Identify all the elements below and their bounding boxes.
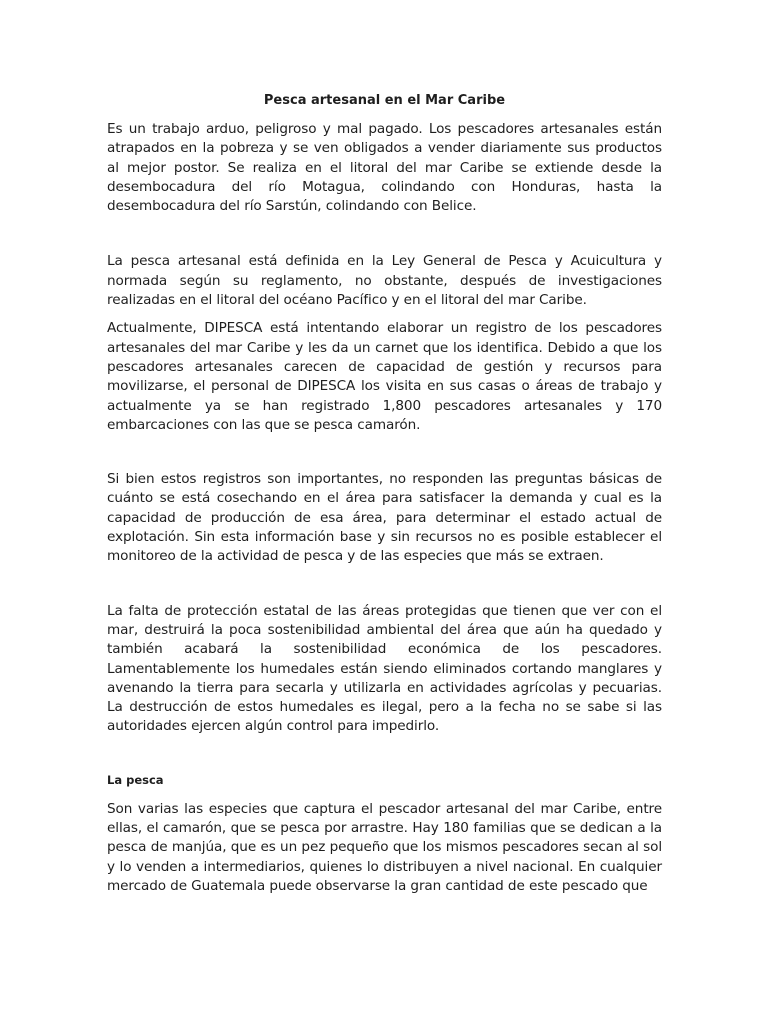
spacer: [107, 435, 662, 470]
paragraph-intro: Es un trabajo arduo, peligroso y mal pagado. Los pescadores artesanales están atrapados en la pobreza y se ven obligados a vender diariamente sus productos al mejor postor. Se realiza en el litoral del mar Caribe se extiende desde la desembocadura del río Motagua, colindando con Honduras, hasta la desembocadura del río Sarstún, colindando con Belice.: [107, 121, 662, 215]
paragraph-especies: Son varias las especies que captura el pescador artesanal del mar Caribe, entre ellas, el camarón, que se pesca por arrastre. Hay 180 familias que se dedican a la pesca de manjúa, que es un pez pequeño que los mismos pescadores secan al sol y lo venden a intermediarios, quienes lo distribuyen a nivel nacional. En cualquier mercado de Guatemala puede observarse la gran cantidad de este pescado que: [107, 800, 662, 894]
paragraph-registros: Si bien estos registros son importantes, no responden las preguntas básicas de cuánto se está cosechando en el área para satisfacer la demanda y cual es la capacidad de producción de esa área, para determinar el estado actual de explotación. Sin esta información base y sin recursos no es posible establecer el monitoreo de la actividad de pesca y de las especies que más se extraen.: [107, 471, 662, 565]
spacer: [107, 567, 662, 602]
document-title: Pesca artesanal en el Mar Caribe: [263, 93, 506, 108]
spacer: [107, 737, 662, 772]
section-heading-la-pesca: La pesca: [107, 772, 164, 787]
paragraph-dipesca: Actualmente, DIPESCA está intentando elaborar un registro de los pescadores artesanales del mar Caribe y les da un carnet que los identifica. Debido a que los pescadores artesanales carecen de capacidad de gestión y recursos para movilizarse, el personal de DIPESCA los visita en sus casas o áreas de trabajo y actualmente ya se han registrado 1,800 pescadores artesanales y 170 embarcaciones con las que se pesca camarón.: [107, 320, 662, 433]
spacer: [107, 216, 662, 252]
paragraph-proteccion: La falta de protección estatal de las áreas protegidas que tienen que ver con el mar, destruirá la poca sostenibilidad ambiental del área que aún ha quedado y también acabará la sostenibilidad económica de los pescadores. Lamentablemente los humedales están siendo eliminados cortando manglares y avenando la tierra para secarla y utilizarla en actividades agrícolas y pecuarias. La destrucción de estos humedales es ilegal, pero a la fecha no se sabe si las autoridades ejercen algún control para impedirlo.: [107, 602, 662, 735]
spacer: [107, 310, 662, 319]
paragraph-ley-general: La pesca artesanal está definida en la Ley General de Pesca y Acuicultura y normada según su reglamento, no obstante, después de investigaciones realizadas en el litoral del océano Pacífico y en el litoral del mar Caribe.: [107, 253, 662, 309]
document-page: [107, 92, 662, 896]
